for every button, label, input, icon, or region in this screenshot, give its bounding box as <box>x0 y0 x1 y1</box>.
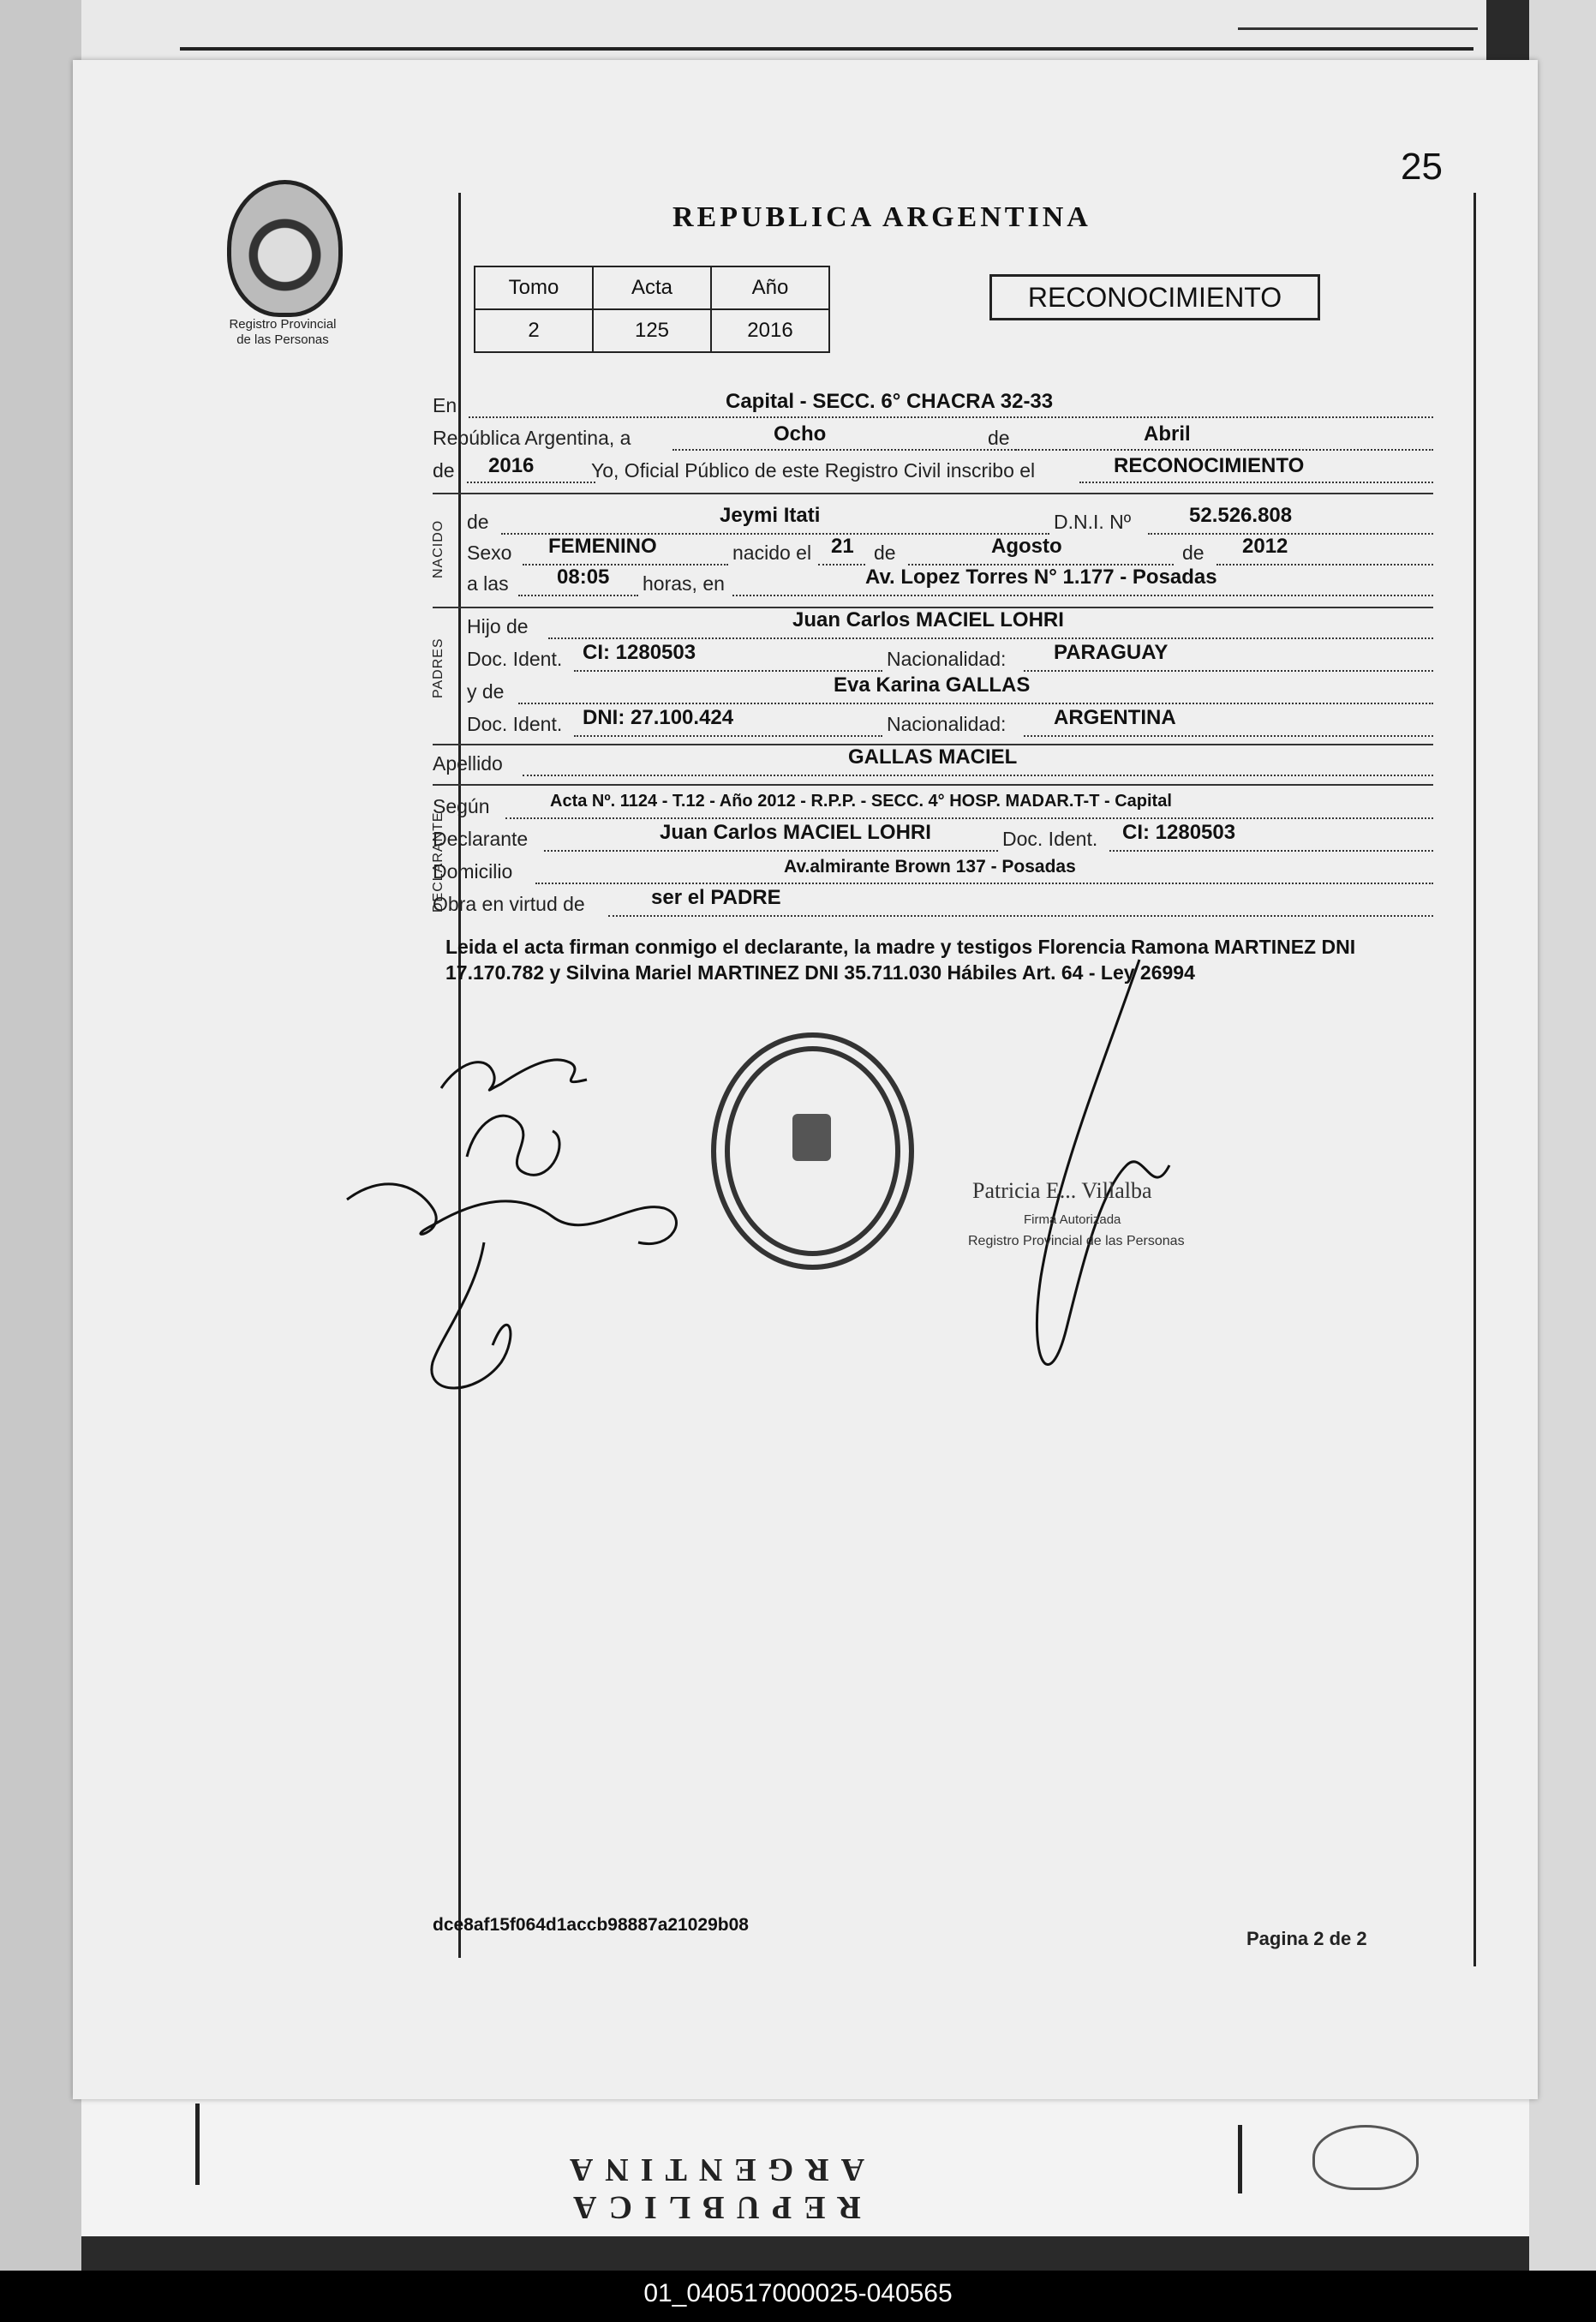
file-id: 01_040517000025-040565 <box>643 2279 953 2307</box>
label-doc-ident: Doc. Ident. <box>1002 828 1098 850</box>
act-type-box: RECONOCIMIENTO <box>989 274 1320 320</box>
page-count: Pagina 2 de 2 <box>1246 1928 1367 1949</box>
side-label-nacido: NACIDO <box>431 519 445 578</box>
value-nac-dia: 21 <box>831 535 854 558</box>
label-y-de: y de <box>467 680 505 703</box>
label-domicilio: Domicilio <box>433 860 513 883</box>
value-hora: 08:05 <box>557 566 610 589</box>
value-madre-doc: DNI: 27.100.424 <box>583 706 734 729</box>
label-de: de <box>433 459 455 482</box>
label-hijo-de: Hijo de <box>467 615 529 637</box>
value-madre: Eva Karina GALLAS <box>834 673 1031 697</box>
back-page-seal-icon <box>1312 2125 1419 2190</box>
value-padre-nac: PARAGUAY <box>1054 641 1169 664</box>
back-page-title: REPUBLICA ARGENTINA <box>557 2151 865 2225</box>
value-lugar: Capital - SECC. 6° CHACRA 32-33 <box>726 390 1054 413</box>
label-republica: República Argentina, a <box>433 427 631 449</box>
back-page-rule <box>180 47 1473 51</box>
label-nacido-el: nacido el <box>732 542 812 564</box>
value-sexo: FEMENINO <box>548 535 657 558</box>
certificate-page <box>73 60 1538 2099</box>
value-lugar-nac: Av. Lopez Torres N° 1.177 - Posadas <box>865 566 1217 589</box>
side-label-declarante: DECLARANTE <box>431 811 445 913</box>
book-header: Tomo <box>475 266 593 309</box>
label-de: de <box>988 427 1010 449</box>
book-header: Acta <box>593 266 711 309</box>
label-doc-ident: Doc. Ident. <box>467 713 563 735</box>
value-domicilio: Av.almirante Brown 137 - Posadas <box>784 857 1076 877</box>
book-value: 2 <box>475 309 593 352</box>
document-title: REPUBLICA ARGENTINA <box>672 201 1091 233</box>
value-segun: Acta Nº. 1124 - T.12 - Año 2012 - R.P.P. - SECC. 4° HOSP. MADAR.T-T - Capital <box>550 792 1172 811</box>
label-obra: Obra en virtud de <box>433 893 585 915</box>
value-nac-anio: 2012 <box>1242 535 1288 558</box>
value-declarante-doc: CI: 1280503 <box>1122 821 1236 844</box>
signatory-org: Registro Provincial de las Personas <box>968 1234 1185 1248</box>
value-anio: 2016 <box>488 454 535 477</box>
emblem-caption-line: de las Personas <box>236 332 329 347</box>
value-padre-doc: CI: 1280503 <box>583 641 696 664</box>
label-yo: Yo, Oficial Público de este Registro Civil inscribo el <box>591 459 1036 482</box>
label-apellido: Apellido <box>433 752 503 775</box>
document-hash: dce8af15f064d1accb98887a21029b08 <box>433 1915 749 1935</box>
label-de: de <box>1182 542 1204 564</box>
signature-3 <box>347 1184 676 1244</box>
back-page-rule <box>195 2104 200 2185</box>
label-dni: D.N.I. Nº <box>1054 511 1132 533</box>
signature-2 <box>467 1116 559 1175</box>
side-label-padres: PADRES <box>431 637 445 698</box>
label-horas-en: horas, en <box>643 572 725 595</box>
back-page-rule <box>1238 27 1478 30</box>
value-acto: RECONOCIMIENTO <box>1114 454 1305 477</box>
back-page-rule <box>1238 2125 1242 2193</box>
value-dia-letras: Ocho <box>774 422 827 446</box>
value-mes: Abril <box>1144 422 1191 446</box>
label-a-las: a las <box>467 572 509 595</box>
label-segun: Según <box>433 795 490 817</box>
label-de: de <box>874 542 896 564</box>
seal-emblem-icon <box>792 1114 831 1161</box>
signatory-role: Firma Autorizada <box>1024 1212 1121 1227</box>
label-sexo: Sexo <box>467 542 512 564</box>
book-header: Año <box>711 266 829 309</box>
value-padre: Juan Carlos MACIEL LOHRI <box>792 608 1064 631</box>
value-obra: ser el PADRE <box>651 886 781 909</box>
value-dni: 52.526.808 <box>1189 504 1293 527</box>
background-right <box>1529 0 1596 2271</box>
book-value: 2016 <box>711 309 829 352</box>
value-nac-mes: Agosto <box>991 535 1062 558</box>
background-left <box>0 0 81 2271</box>
signature-4 <box>432 1242 511 1388</box>
label-declarante: Declarante <box>433 828 529 850</box>
page-number: 25 <box>1401 146 1443 188</box>
signature-1 <box>441 1060 587 1090</box>
closing-statement: Leida el acta firman conmigo el declarante, la madre y testigos Florencia Ramona MARTINEZ DNI 17.170.782 y Silvina Mariel MARTINEZ DNI 35.711.030 Hábiles Art. 64 - Ley 26994 <box>445 936 1356 984</box>
label-nacionalidad: Nacionalidad: <box>887 713 1007 735</box>
label-doc-ident: Doc. Ident. <box>467 648 563 670</box>
label-nacionalidad: Nacionalidad: <box>887 648 1007 670</box>
value-apellido: GALLAS MACIEL <box>848 745 1018 769</box>
book-value: 125 <box>593 309 711 352</box>
label-en: En <box>433 394 457 416</box>
emblem-caption-line: Registro Provincial <box>229 317 337 332</box>
value-declarante: Juan Carlos MACIEL LOHRI <box>660 821 931 844</box>
value-madre-nac: ARGENTINA <box>1054 706 1176 729</box>
value-nombre: Jeymi Itati <box>720 504 821 527</box>
signatory-name: Patricia E... Villalba <box>972 1178 1152 1203</box>
label-de: de <box>467 511 489 533</box>
signature-5 <box>1037 960 1169 1365</box>
